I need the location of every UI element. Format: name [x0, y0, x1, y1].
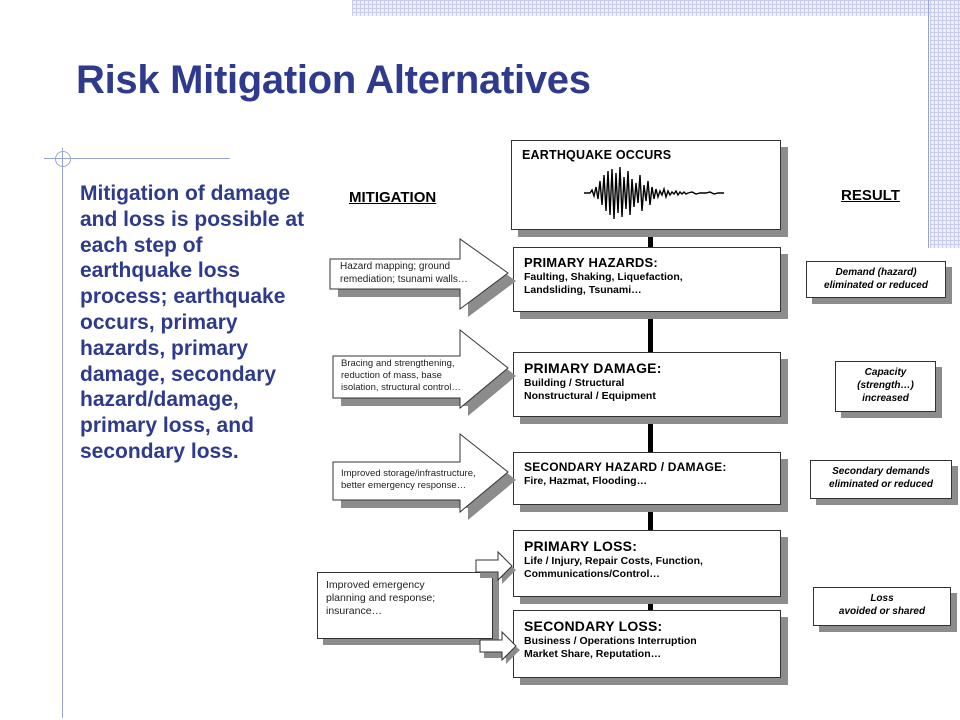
result-line: Loss: [870, 593, 894, 604]
result-loss-avoided: [813, 587, 951, 626]
mitigation-line: reduction of mass, base: [341, 370, 442, 381]
step-desc-line: Market Share, Reputation…: [524, 648, 662, 660]
mitigation-box-emergency-planning: [317, 572, 493, 639]
mitigation-line: remediation; tsunami walls…: [340, 273, 468, 285]
mitigation-line: Improved emergency: [326, 579, 425, 591]
step-desc-line: Communications/Control…: [524, 568, 660, 580]
decorative-horizontal-line: [44, 158, 230, 159]
arrow-shape: [480, 632, 520, 664]
step-title: EARTHQUAKE OCCURS: [522, 148, 672, 162]
step-primary-hazards: [513, 247, 781, 312]
result-capacity-increased: [835, 361, 936, 412]
result-header: RESULT: [841, 187, 900, 204]
mitigation-line: insurance…: [326, 605, 383, 617]
page-title: Risk Mitigation Alternatives: [76, 58, 591, 102]
decorative-grid-band: [352, 0, 960, 16]
step-desc-line: Landsliding, Tsunami…: [524, 284, 642, 296]
step-desc-line: Faulting, Shaking, Liquefaction,: [524, 271, 683, 283]
result-line: avoided or shared: [838, 606, 926, 617]
result-line: Capacity: [864, 367, 907, 378]
step-primary-damage: [513, 352, 781, 417]
result-line: Demand (hazard): [835, 267, 917, 278]
arrow-shape: [476, 550, 516, 582]
mitigation-line: better emergency response…: [341, 480, 467, 491]
step-secondary-loss: [513, 610, 781, 678]
seismogram-icon: [584, 163, 734, 223]
decorative-vertical-rule: [62, 148, 63, 718]
decorative-vertical-line: [928, 0, 929, 248]
mitigation-arrow-storage: [333, 434, 515, 512]
step-secondary-hazard-damage: [513, 452, 781, 505]
mitigation-line: Hazard mapping; ground: [340, 261, 451, 272]
step-desc-line: Nonstructural / Equipment: [524, 390, 656, 402]
step-primary-loss: [513, 530, 781, 597]
small-arrow-to-secondary-loss: [480, 632, 520, 664]
step-earthquake-occurs: [511, 140, 781, 230]
body-paragraph: Mitigation of damage and loss is possible at each step of earthquake loss process; earthquake occurs, primary hazards, primary damage, secondary hazard/damage, primary loss, and secondary loss.: [80, 182, 305, 463]
result-line: eliminated or reduced: [829, 479, 933, 490]
small-arrow-to-primary-loss: [476, 550, 516, 582]
decorative-grid-column: [930, 0, 960, 248]
mitigation-arrow-hazard-mapping: [330, 239, 515, 311]
result-secondary-demands-reduced: [810, 460, 952, 499]
step-title: SECONDARY LOSS:: [524, 618, 663, 634]
result-line: increased: [862, 393, 909, 404]
step-desc-line: Building / Structural: [524, 377, 625, 389]
step-desc-line: Life / Injury, Repair Costs, Function,: [524, 555, 703, 567]
step-title: PRIMARY HAZARDS:: [524, 255, 658, 270]
result-line: Secondary demands: [832, 466, 930, 477]
mitigation-line: Improved storage/infrastructure,: [341, 468, 476, 479]
mitigation-line: Bracing and strengthening,: [341, 358, 455, 369]
decorative-circle-icon: [55, 151, 71, 167]
step-desc-line: Business / Operations Interruption: [524, 635, 697, 647]
step-title: PRIMARY DAMAGE:: [524, 360, 662, 376]
result-demand-reduced: [806, 261, 946, 298]
result-line: (strength…): [857, 380, 914, 391]
mitigation-line: isolation, structural control…: [341, 382, 461, 393]
step-desc-line: Fire, Hazmat, Flooding…: [524, 475, 648, 487]
step-title: PRIMARY LOSS:: [524, 538, 638, 554]
mitigation-arrow-bracing: [333, 330, 515, 410]
mitigation-header: MITIGATION: [349, 189, 437, 206]
step-title: SECONDARY HAZARD / DAMAGE:: [524, 460, 727, 474]
mitigation-line: planning and response;: [326, 592, 436, 604]
result-line: eliminated or reduced: [824, 280, 928, 291]
